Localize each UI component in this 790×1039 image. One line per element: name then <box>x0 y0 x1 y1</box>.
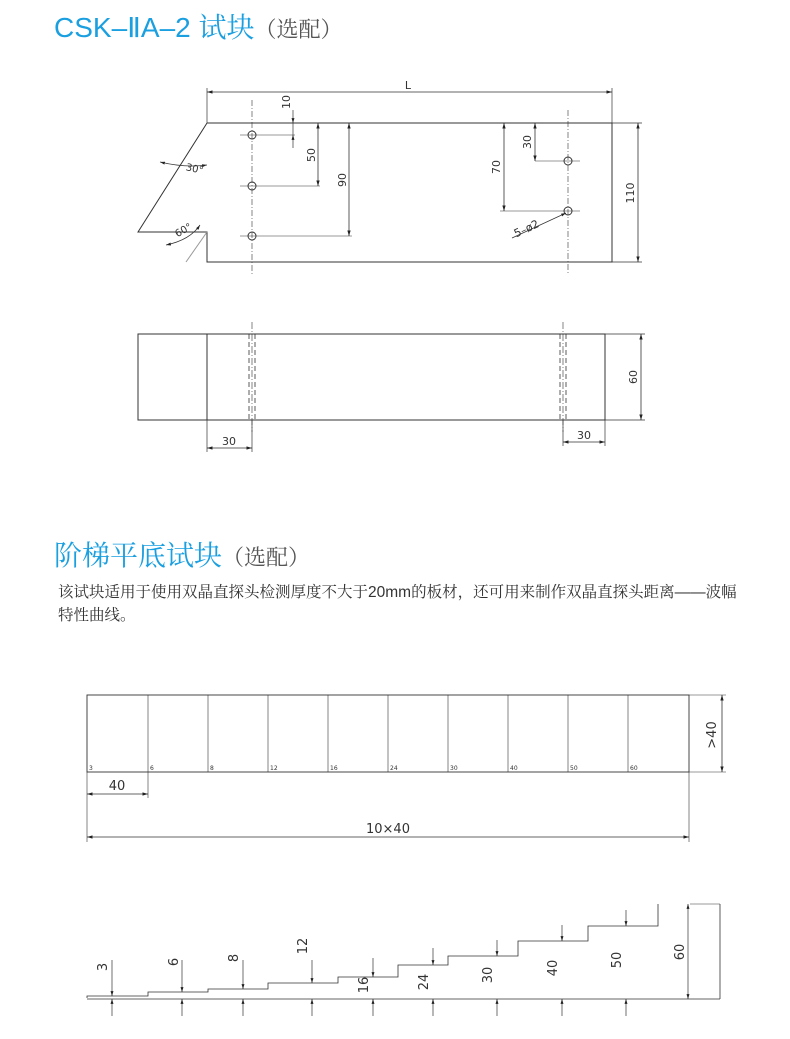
section2-title <box>54 534 310 574</box>
height-label: 12 <box>296 937 311 955</box>
height-label: 6 <box>167 957 182 967</box>
section2-title-text: 阶梯平底试块 <box>54 540 223 571</box>
step-mark: 60 <box>630 765 638 772</box>
dim-90: 90 <box>336 173 349 187</box>
height-label: 3 <box>96 962 111 972</box>
section1-title-text: CSK–ⅡA–2 试块 <box>54 12 255 43</box>
csk-side-view <box>138 322 645 452</box>
step-mark: 3 <box>89 765 93 772</box>
step-mark: 12 <box>270 765 278 772</box>
dim-110: 110 <box>624 182 637 204</box>
dim-gt40: >40 <box>705 721 720 749</box>
height-label: 40 <box>546 959 561 977</box>
step-mark: 16 <box>330 765 338 772</box>
height-label: 24 <box>417 973 432 991</box>
step-mark: 6 <box>150 765 154 772</box>
height-label: 50 <box>610 951 625 969</box>
dim-30: 30 <box>521 135 534 149</box>
dim-40: 40 <box>108 779 126 794</box>
height-label: 60 <box>673 943 688 961</box>
section2-description: 该试块适用于使用双晶直探头检测厚度不大于20mm的板材，还可用来制作双晶直探头距离——波幅特性曲线。 <box>58 584 737 624</box>
angle-60: 60° <box>173 221 195 241</box>
step-profile-labels <box>96 938 688 994</box>
height-label: 16 <box>357 976 372 994</box>
step-plan-labels <box>89 721 720 837</box>
dim-50: 50 <box>305 148 318 162</box>
dim-70: 70 <box>490 160 503 174</box>
csk-side-dims <box>222 370 640 448</box>
section2-title-suffix: （选配） <box>222 545 311 570</box>
step-mark: 50 <box>570 765 578 772</box>
dim-10: 10 <box>280 95 293 109</box>
dim-10x40: 10×40 <box>366 822 410 837</box>
hole-label: 5–ø2 <box>511 217 542 241</box>
dim-L: L <box>404 79 412 92</box>
step-mark: 30 <box>450 765 458 772</box>
step-mark: 24 <box>390 765 398 772</box>
step-mark: 40 <box>510 765 518 772</box>
section1-title-suffix: （选配） <box>254 17 343 42</box>
csk-top-dims <box>173 79 637 240</box>
dim-60: 60 <box>627 370 640 384</box>
dim-left-30: 30 <box>222 435 236 448</box>
csk-top-view <box>138 88 642 275</box>
angle-30: 30° <box>184 162 205 177</box>
dim-right-30: 30 <box>577 429 591 442</box>
step-mark: 8 <box>210 765 214 772</box>
block-outline <box>138 123 612 262</box>
height-label: 30 <box>481 966 496 984</box>
step-outline <box>87 904 658 998</box>
height-label: 8 <box>227 953 242 963</box>
